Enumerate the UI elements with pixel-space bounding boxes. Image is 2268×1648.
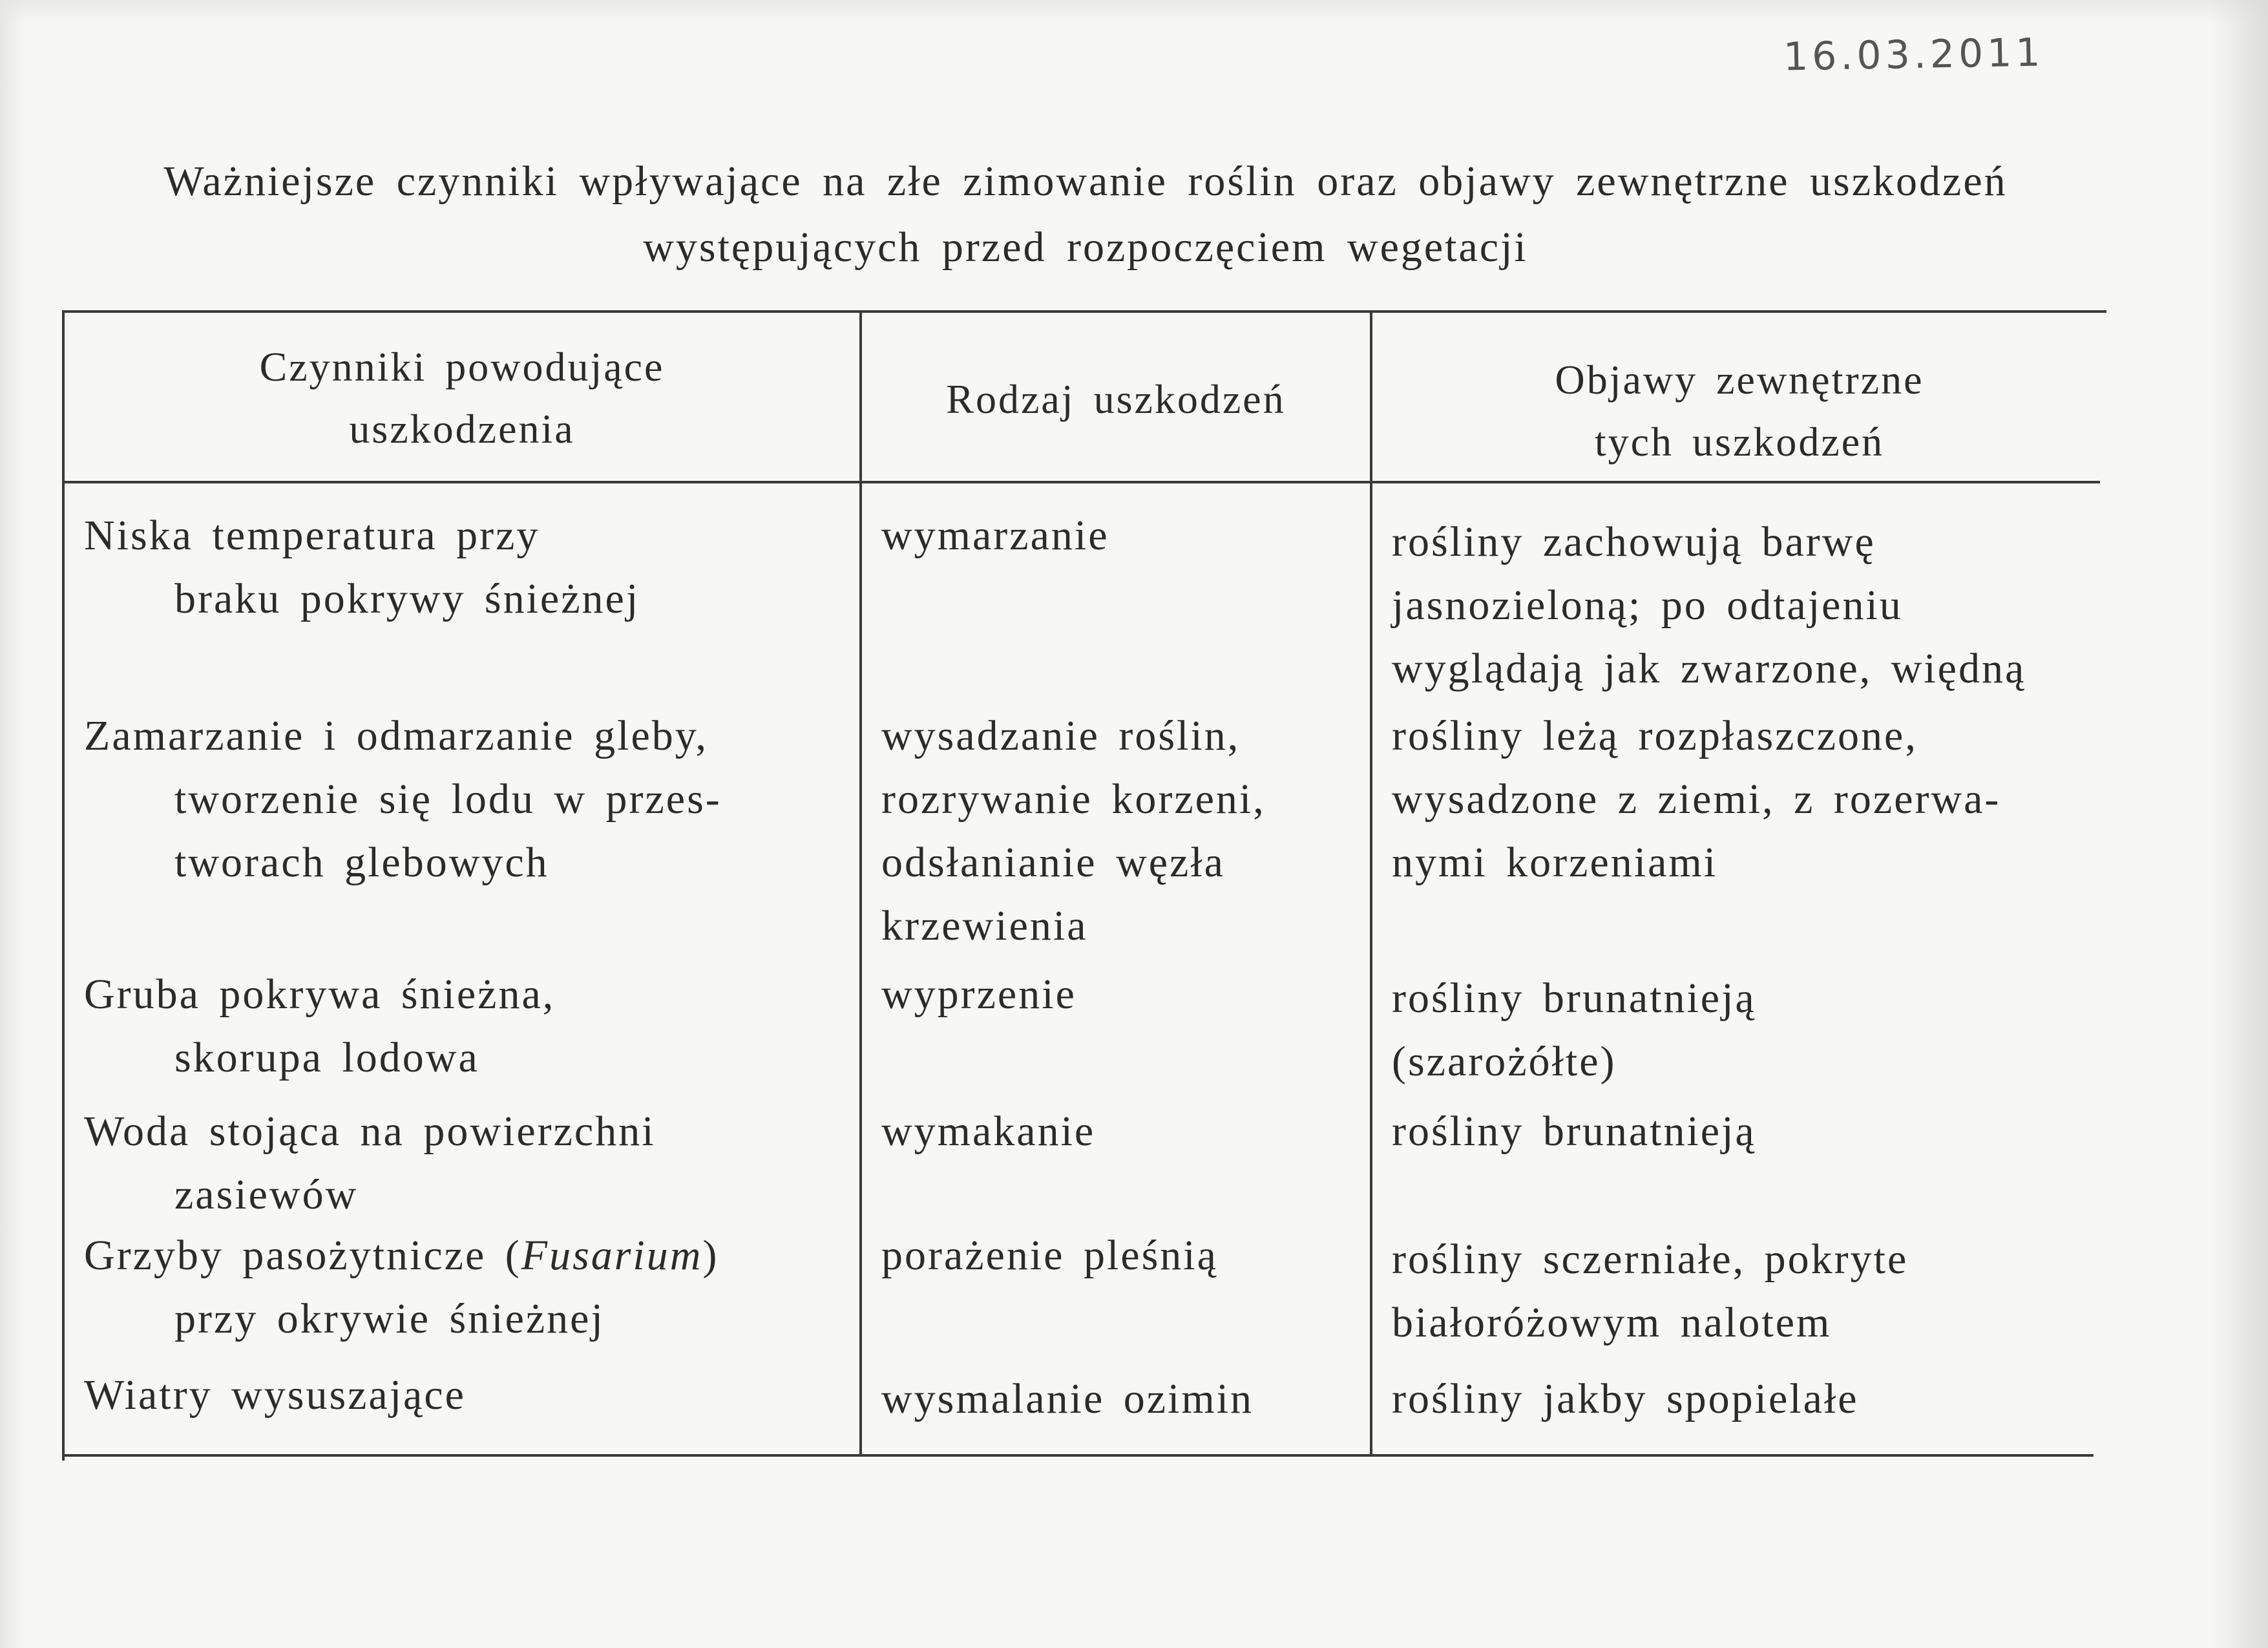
row-3-symptoms-line-2: (szarożółte)	[1392, 1038, 1617, 1085]
row-1-factor-line-1: Niska temperatura przy	[84, 512, 540, 559]
row-4-factor-line-1: Woda stojąca na powierzchni	[84, 1108, 656, 1155]
row-1-symptoms-line-1: rośliny zachowują barwę	[1392, 518, 1876, 565]
row-2-damage-line-1: wysadzanie roślin,	[881, 712, 1241, 759]
row-3-factor-line-1: Gruba pokrywa śnieżna,	[84, 971, 556, 1018]
row-2-symptoms-line-2: wysadzone z ziemi, z rozerwa-	[1392, 776, 2001, 823]
header-factors-line-1: Czynniki powodujące	[259, 344, 665, 390]
table-row-6-damage	[881, 1368, 1360, 1431]
table-row-5-factor	[84, 1224, 853, 1351]
page-top-edge	[0, 0, 2268, 23]
row-2-damage-line-4: krzewienia	[881, 902, 1088, 949]
table-row-3-symptoms	[1392, 967, 2103, 1093]
row-4-factor-line-2: zasiewów	[174, 1171, 359, 1218]
page-left-shadow	[0, 0, 26, 1648]
row-4-damage-line-1: wymakanie	[881, 1108, 1096, 1155]
table-row-6-symptoms	[1392, 1368, 2103, 1431]
table-row-1-factor	[84, 504, 853, 631]
row-6-symptoms-line-1: rośliny jakby spopielałe	[1392, 1375, 1859, 1422]
table-row-4-symptoms	[1392, 1100, 2103, 1163]
title-line-2: występujących przed rozpoczęciem wegetacji	[643, 224, 1528, 271]
row-4-symptoms-line-1: rośliny brunatnieją	[1392, 1108, 1756, 1155]
header-symptoms-line-2: tych uszkodzeń	[1594, 419, 1885, 465]
table-column-divider-2	[1370, 310, 1372, 1457]
row-1-damage-line-1: wymarzanie	[881, 512, 1109, 559]
header-factors-line-2: uszkodzenia	[349, 406, 575, 452]
row-2-factor-line-3: tworach glebowych	[174, 839, 549, 886]
page-right-shadow	[2210, 0, 2268, 1648]
row-2-symptoms-line-3: nymi korzeniami	[1392, 839, 1718, 886]
table-row-2-damage	[881, 704, 1360, 958]
table-row-1-damage	[881, 504, 1360, 567]
title-line-1: Ważniejsze czynniki wpływające na złe zimowanie roślin oraz objawy zewnętrzne uszkodzeń	[163, 158, 2008, 205]
table-row-4-damage	[881, 1100, 1360, 1163]
table-bottom-rule	[65, 1454, 2094, 1457]
row-2-factor-line-2: tworzenie się lodu w przes-	[174, 776, 722, 823]
row-5-damage-line-1: porażenie pleśnią	[881, 1232, 1218, 1279]
table-column-divider-1	[859, 310, 862, 1457]
row-5-factor-genus: Fusarium	[521, 1232, 703, 1279]
row-6-factor-line-1: Wiatry wysuszające	[84, 1371, 466, 1419]
table-row-4-factor	[84, 1100, 853, 1227]
table-row-6-factor	[84, 1364, 853, 1427]
table-row-5-symptoms	[1392, 1228, 2103, 1355]
table-row-2-factor	[84, 704, 853, 894]
table-row-3-factor	[84, 963, 853, 1090]
header-damage-type-line-1: Rodzaj uszkodzeń	[946, 376, 1286, 422]
row-3-damage-line-1: wyprzenie	[881, 971, 1076, 1018]
row-1-symptoms-line-3: wyglądają jak zwarzone, więdną	[1392, 645, 2026, 692]
table-row-5-damage	[881, 1224, 1360, 1287]
table-row-3-damage	[881, 963, 1360, 1026]
damage-table	[62, 310, 2106, 1461]
row-3-symptoms-line-1: rośliny brunatnieją	[1392, 975, 1756, 1022]
table-top-rule	[65, 310, 2106, 313]
row-5-symptoms-line-2: białoróżowym nalotem	[1392, 1299, 1832, 1346]
table-header-rule	[65, 481, 2100, 483]
row-5-factor-line-2: przy okrywie śnieżnej	[174, 1295, 605, 1342]
row-6-damage-line-1: wysmalanie ozimin	[881, 1375, 1254, 1422]
row-3-factor-line-2: skorupa lodowa	[174, 1034, 479, 1081]
header-symptoms	[1372, 349, 2106, 473]
row-2-factor-line-1: Zamarzanie i odmarzanie gleby,	[84, 712, 708, 759]
row-5-symptoms-line-1: rośliny sczerniałe, pokryte	[1392, 1236, 1909, 1283]
header-symptoms-line-1: Objawy zewnętrzne	[1555, 357, 1924, 403]
table-row-1-symptoms	[1392, 511, 2103, 701]
row-2-damage-line-3: odsłanianie węzła	[881, 839, 1225, 886]
header-damage-type	[862, 368, 1370, 430]
document-title	[58, 149, 2113, 280]
row-1-symptoms-line-2: jasnozieloną; po odtajeniu	[1392, 582, 1903, 629]
row-2-damage-line-2: rozrywanie korzeni,	[881, 776, 1266, 823]
row-5-factor-suffix: )	[702, 1232, 719, 1279]
handwritten-date: 16.03.2011	[1783, 30, 2045, 80]
row-5-factor-prefix: Grzyby pasożytnicze (	[84, 1232, 521, 1279]
row-2-symptoms-line-1: rośliny leżą rozpłaszczone,	[1392, 712, 1918, 759]
row-1-factor-line-2: braku pokrywy śnieżnej	[174, 575, 640, 622]
table-row-2-symptoms	[1392, 704, 2103, 894]
row-5-factor-line-1	[84, 1224, 853, 1287]
header-factors	[65, 336, 859, 460]
